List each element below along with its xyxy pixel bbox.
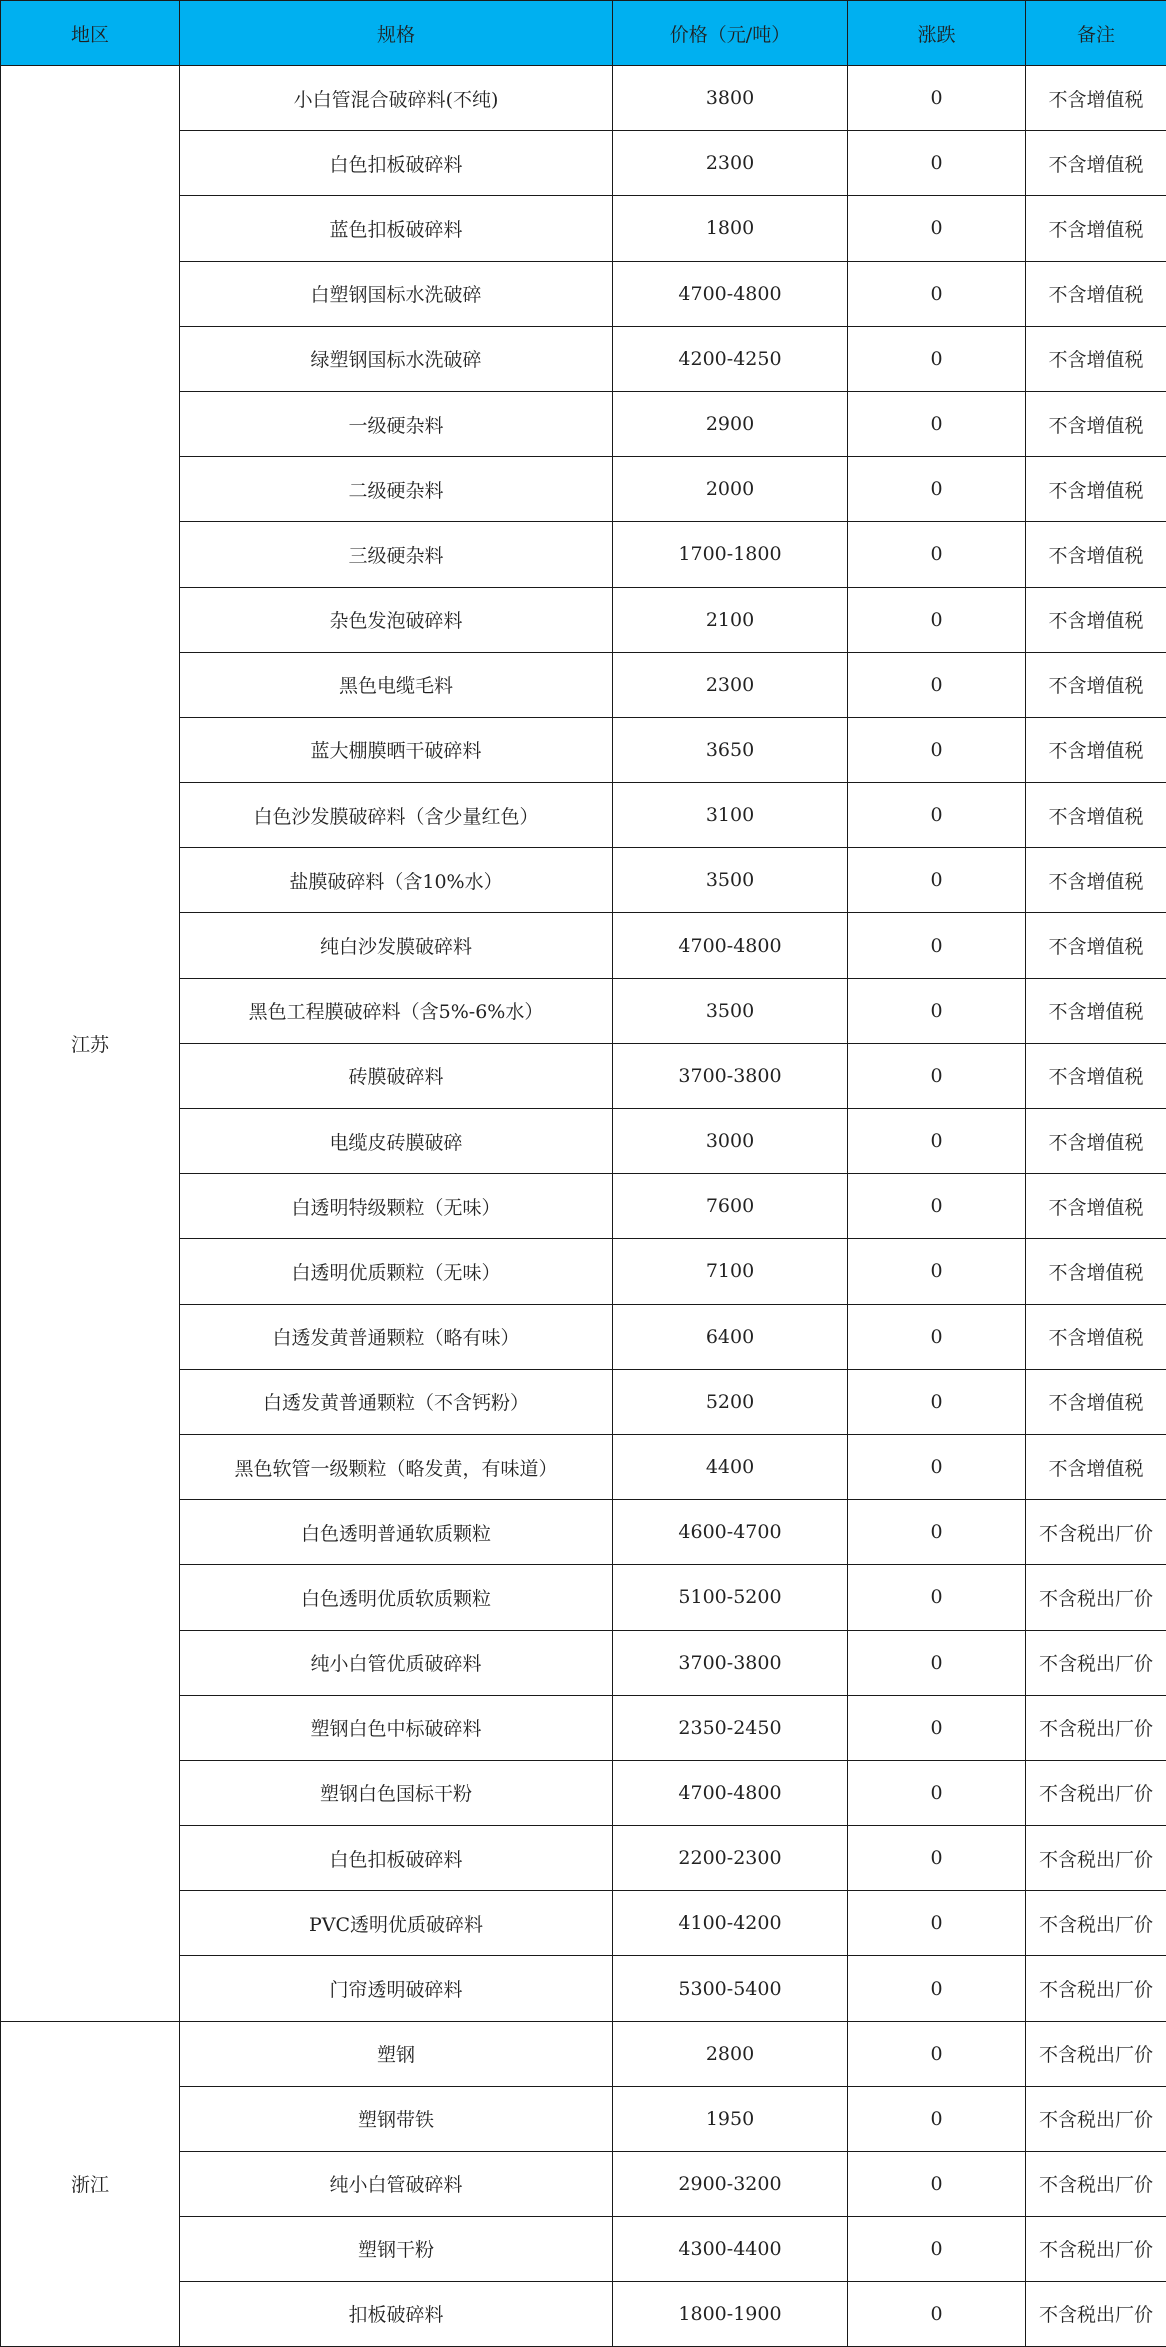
price-cell: 3100 — [613, 783, 848, 848]
change-cell: 0 — [848, 1239, 1026, 1304]
price-cell: 3800 — [613, 66, 848, 131]
price-cell: 1950 — [613, 2086, 848, 2151]
spec-cell: 三级硬杂料 — [180, 522, 613, 587]
note-cell: 不含增值税 — [1026, 913, 1166, 978]
change-cell: 0 — [848, 2216, 1026, 2281]
spec-cell: 扣板破碎料 — [180, 2281, 613, 2346]
note-cell: 不含增值税 — [1026, 261, 1166, 326]
spec-cell: 塑钢白色国标干粉 — [180, 1760, 613, 1825]
price-cell: 4300-4400 — [613, 2216, 848, 2281]
change-cell: 0 — [848, 1369, 1026, 1434]
note-cell: 不含增值税 — [1026, 717, 1166, 782]
note-cell: 不含增值税 — [1026, 848, 1166, 913]
spec-cell: 蓝大棚膜晒干破碎料 — [180, 717, 613, 782]
change-cell: 0 — [848, 2151, 1026, 2216]
note-cell: 不含税出厂价 — [1026, 2216, 1166, 2281]
change-cell: 0 — [848, 783, 1026, 848]
change-cell: 0 — [848, 326, 1026, 391]
price-cell: 3700-3800 — [613, 1630, 848, 1695]
note-cell: 不含增值税 — [1026, 783, 1166, 848]
price-cell: 1800 — [613, 196, 848, 261]
header-note: 备注 — [1026, 1, 1166, 66]
change-cell: 0 — [848, 196, 1026, 261]
change-cell: 0 — [848, 913, 1026, 978]
change-cell: 0 — [848, 1174, 1026, 1239]
price-cell: 2000 — [613, 457, 848, 522]
spec-cell: 二级硬杂料 — [180, 457, 613, 522]
note-cell: 不含增值税 — [1026, 1369, 1166, 1434]
change-cell: 0 — [848, 978, 1026, 1043]
change-cell: 0 — [848, 1434, 1026, 1499]
price-cell: 3700-3800 — [613, 1043, 848, 1108]
change-cell: 0 — [848, 1891, 1026, 1956]
spec-cell: 小白管混合破碎料(不纯) — [180, 66, 613, 131]
note-cell: 不含税出厂价 — [1026, 2151, 1166, 2216]
spec-cell: 杂色发泡破碎料 — [180, 587, 613, 652]
price-cell: 2300 — [613, 131, 848, 196]
price-cell: 5200 — [613, 1369, 848, 1434]
region-cell: 江苏 — [1, 66, 180, 2022]
header-region: 地区 — [1, 1, 180, 66]
table-row — [1, 66, 1166, 131]
spec-cell: 白色扣板破碎料 — [180, 131, 613, 196]
note-cell: 不含增值税 — [1026, 587, 1166, 652]
spec-cell: 一级硬杂料 — [180, 391, 613, 456]
note-cell: 不含税出厂价 — [1026, 1630, 1166, 1695]
table-row — [1, 2021, 1166, 2086]
note-cell: 不含税出厂价 — [1026, 1891, 1166, 1956]
price-cell: 4100-4200 — [613, 1891, 848, 1956]
note-cell: 不含增值税 — [1026, 66, 1166, 131]
note-cell: 不含增值税 — [1026, 1174, 1166, 1239]
price-cell: 4200-4250 — [613, 326, 848, 391]
price-cell: 5300-5400 — [613, 1956, 848, 2021]
spec-cell: 黑色电缆毛料 — [180, 652, 613, 717]
spec-cell: 纯白沙发膜破碎料 — [180, 913, 613, 978]
region-cell: 浙江 — [1, 2021, 180, 2346]
change-cell: 0 — [848, 1826, 1026, 1891]
change-cell: 0 — [848, 131, 1026, 196]
note-cell: 不含税出厂价 — [1026, 1760, 1166, 1825]
price-cell: 7600 — [613, 1174, 848, 1239]
note-cell: 不含增值税 — [1026, 326, 1166, 391]
change-cell: 0 — [848, 1630, 1026, 1695]
spec-cell: 塑钢带铁 — [180, 2086, 613, 2151]
note-cell: 不含税出厂价 — [1026, 1695, 1166, 1760]
note-cell: 不含增值税 — [1026, 131, 1166, 196]
change-cell: 0 — [848, 2281, 1026, 2346]
spec-cell: 白塑钢国标水洗破碎 — [180, 261, 613, 326]
note-cell: 不含税出厂价 — [1026, 1565, 1166, 1630]
price-cell: 2300 — [613, 652, 848, 717]
spec-cell: 白色沙发膜破碎料（含少量红色） — [180, 783, 613, 848]
header-price: 价格（元/吨） — [613, 1, 848, 66]
price-cell: 2900-3200 — [613, 2151, 848, 2216]
change-cell: 0 — [848, 1760, 1026, 1825]
price-cell: 4700-4800 — [613, 261, 848, 326]
price-cell: 3500 — [613, 978, 848, 1043]
header-spec: 规格 — [180, 1, 613, 66]
change-cell: 0 — [848, 2021, 1026, 2086]
spec-cell: 白透明优质颗粒（无味） — [180, 1239, 613, 1304]
price-cell: 2350-2450 — [613, 1695, 848, 1760]
spec-cell: 砖膜破碎料 — [180, 1043, 613, 1108]
note-cell: 不含增值税 — [1026, 1239, 1166, 1304]
note-cell: 不含增值税 — [1026, 1304, 1166, 1369]
change-cell: 0 — [848, 457, 1026, 522]
price-cell: 2100 — [613, 587, 848, 652]
spec-cell: PVC透明优质破碎料 — [180, 1891, 613, 1956]
price-cell: 4400 — [613, 1434, 848, 1499]
note-cell: 不含增值税 — [1026, 1434, 1166, 1499]
spec-cell: 盐膜破碎料（含10%水） — [180, 848, 613, 913]
spec-cell: 黑色工程膜破碎料（含5%-6%水） — [180, 978, 613, 1043]
change-cell: 0 — [848, 261, 1026, 326]
spec-cell: 门帘透明破碎料 — [180, 1956, 613, 2021]
spec-cell: 白色扣板破碎料 — [180, 1826, 613, 1891]
spec-cell: 塑钢 — [180, 2021, 613, 2086]
price-cell: 4700-4800 — [613, 913, 848, 978]
note-cell: 不含税出厂价 — [1026, 1500, 1166, 1565]
change-cell: 0 — [848, 66, 1026, 131]
price-cell: 4700-4800 — [613, 1760, 848, 1825]
spec-cell: 纯小白管优质破碎料 — [180, 1630, 613, 1695]
header-change: 涨跌 — [848, 1, 1026, 66]
change-cell: 0 — [848, 2086, 1026, 2151]
price-cell: 4600-4700 — [613, 1500, 848, 1565]
change-cell: 0 — [848, 522, 1026, 587]
note-cell: 不含税出厂价 — [1026, 2281, 1166, 2346]
spec-cell: 白透发黄普通颗粒（不含钙粉） — [180, 1369, 613, 1434]
change-cell: 0 — [848, 1695, 1026, 1760]
price-cell: 6400 — [613, 1304, 848, 1369]
price-cell: 2900 — [613, 391, 848, 456]
note-cell: 不含增值税 — [1026, 391, 1166, 456]
spec-cell: 蓝色扣板破碎料 — [180, 196, 613, 261]
spec-cell: 塑钢白色中标破碎料 — [180, 1695, 613, 1760]
spec-cell: 电缆皮砖膜破碎 — [180, 1109, 613, 1174]
note-cell: 不含增值税 — [1026, 522, 1166, 587]
table-body — [1, 66, 1166, 2347]
spec-cell: 白透明特级颗粒（无味） — [180, 1174, 613, 1239]
note-cell: 不含税出厂价 — [1026, 2021, 1166, 2086]
change-cell: 0 — [848, 1956, 1026, 2021]
spec-cell: 塑钢干粉 — [180, 2216, 613, 2281]
spec-cell: 纯小白管破碎料 — [180, 2151, 613, 2216]
price-cell: 7100 — [613, 1239, 848, 1304]
note-cell: 不含增值税 — [1026, 978, 1166, 1043]
change-cell: 0 — [848, 1500, 1026, 1565]
spec-cell: 黑色软管一级颗粒（略发黄，有味道） — [180, 1434, 613, 1499]
price-cell: 3000 — [613, 1109, 848, 1174]
spec-cell: 白色透明优质软质颗粒 — [180, 1565, 613, 1630]
note-cell: 不含增值税 — [1026, 457, 1166, 522]
note-cell: 不含税出厂价 — [1026, 1956, 1166, 2021]
change-cell: 0 — [848, 1109, 1026, 1174]
spec-cell: 绿塑钢国标水洗破碎 — [180, 326, 613, 391]
change-cell: 0 — [848, 848, 1026, 913]
spec-cell: 白透发黄普通颗粒（略有味） — [180, 1304, 613, 1369]
note-cell: 不含增值税 — [1026, 1109, 1166, 1174]
price-cell: 3500 — [613, 848, 848, 913]
note-cell: 不含税出厂价 — [1026, 1826, 1166, 1891]
price-cell: 5100-5200 — [613, 1565, 848, 1630]
price-cell: 3650 — [613, 717, 848, 782]
change-cell: 0 — [848, 1304, 1026, 1369]
price-cell: 2800 — [613, 2021, 848, 2086]
change-cell: 0 — [848, 1043, 1026, 1108]
note-cell: 不含增值税 — [1026, 1043, 1166, 1108]
change-cell: 0 — [848, 587, 1026, 652]
price-cell: 2200-2300 — [613, 1826, 848, 1891]
change-cell: 0 — [848, 391, 1026, 456]
price-cell: 1700-1800 — [613, 522, 848, 587]
change-cell: 0 — [848, 1565, 1026, 1630]
header-row — [1, 1, 1166, 66]
spec-cell: 白色透明普通软质颗粒 — [180, 1500, 613, 1565]
price-cell: 1800-1900 — [613, 2281, 848, 2346]
note-cell: 不含增值税 — [1026, 652, 1166, 717]
note-cell: 不含增值税 — [1026, 196, 1166, 261]
change-cell: 0 — [848, 652, 1026, 717]
note-cell: 不含税出厂价 — [1026, 2086, 1166, 2151]
change-cell: 0 — [848, 717, 1026, 782]
